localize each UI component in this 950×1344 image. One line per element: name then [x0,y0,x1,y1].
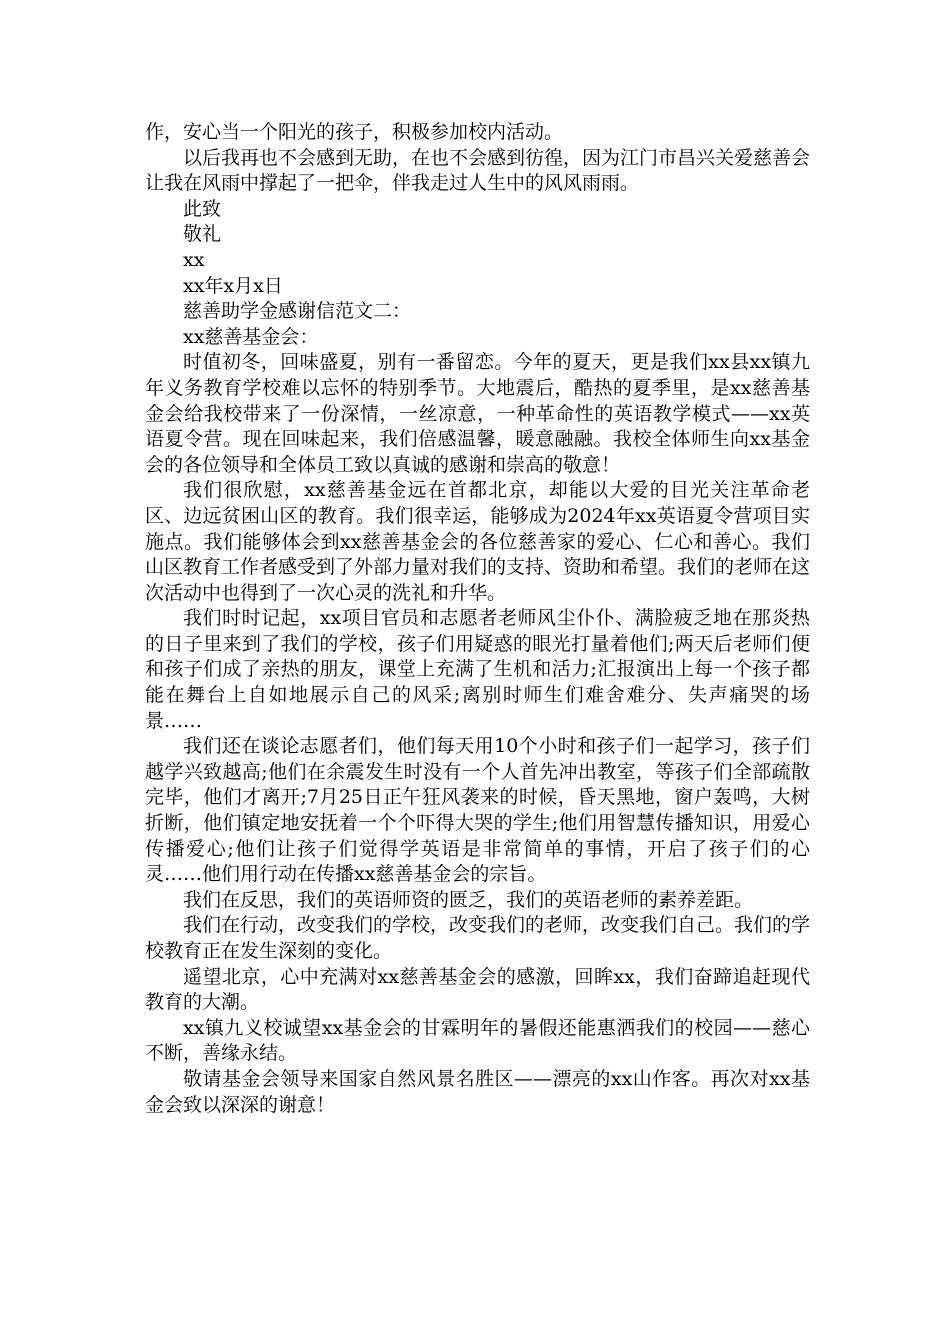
paragraph-continued: 作，安心当一个阳光的孩子，积极参加校内活动。 [145,121,564,143]
paragraph-closing: 敬请基金会领导来国家自然风景名胜区——漂亮的xx山作客。再次对xx基金会致以深深的谢意！ [145,1067,810,1116]
paragraph-body: 遥望北京，心中充满对xx慈善基金会的感激，回眸xx，我们奋蹄追赶现代教育的大潮。 [145,965,810,1014]
letter-recipient: xx慈善基金会： [183,325,319,348]
paragraph-body: xx镇九义校诚望xx基金会的甘霖明年的暑假还能惠洒我们的校园——慈心不断，善缘永结。 [145,1016,810,1065]
paragraph-gratitude: 以后我再也不会感到无助，在也不会感到彷徨，因为江门市昌兴关爱慈善会让我在风雨中撑起了一把伞，伴我走过人生中的风风雨雨。 [145,146,811,195]
paragraph-body: 我们时时记起，xx项目官员和志愿者老师风尘仆仆、满脸疲乏地在那炎热的日子里来到了我们的学校，孩子们用疑惑的眼光打量着他们;两天后老师们便和孩子们成了亲热的朋友，课堂上充满了生机和活力;汇报演出上每一个孩子都能在舞台上自如地展示自己的风采;离别时师生们难舍难分、失声痛哭的场景…… [145,607,810,732]
signature-date: xx年x月x日 [183,274,283,297]
signature-name: xx [183,248,205,271]
paragraph-body: 我们在行动，改变我们的学校，改变我们的老师，改变我们自己。我们的学校教育正在发生深刻的变化。 [145,914,811,962]
paragraph-body: 我们在反思，我们的英语师资的匮乏，我们的英语老师的素养差距。 [183,888,754,911]
closing-salutation: 此致 [183,197,222,220]
paragraph-body: 我们还在谈论志愿者们，他们每天用10个小时和孩子们一起学习，孩子们越学兴致越高;他们在余震发生时没有一个人首先冲出教室，等孩子们全部疏散完毕，他们才离开;7月25日正午狂风袭来的时候，昏天黑地，窗户轰鸣，大树折断，他们镇定地安抚着一个个吓得大哭的学生;他们用智慧传播知识，用爱心传播爱心;他们让孩子们觉得学英语是非常简单的事情，开启了孩子们的心灵……他们用行动在传播xx慈善基金会的宗旨。 [145,735,810,886]
document-page [145,120,810,1118]
paragraph-body: 时值初冬，回味盛夏，别有一番留恋。今年的夏天，更是我们xx县xx镇九年义务教育学校难以忘怀的特别季节。大地震后，酷热的夏季里，是xx慈善基金会给我校带来了一份深情，一丝凉意，一种革命性的英语教学模式——xx英语夏令营。现在回味起来，我们倍感温馨，暖意融融。我校全体师生向xx基金会的各位领导和全体员工致以真诚的感谢和崇高的敬意！ [145,351,810,476]
section-heading: 慈善助学金感谢信范文二： [183,300,412,323]
closing-respect: 敬礼 [183,223,222,246]
paragraph-body: 我们很欣慰，xx慈善基金远在首都北京，却能以大爱的目光关注革命老区、边远贫困山区的教育。我们很幸运，能够成为2024年xx英语夏令营项目实施点。我们能够体会到xx慈善基金会的各位慈善家的爱心、仁心和善心。我们山区教育工作者感受到了外部力量对我们的支持、资助和希望。我们的老师在这次活动中也得到了一次心灵的洗礼和升华。 [145,479,811,604]
